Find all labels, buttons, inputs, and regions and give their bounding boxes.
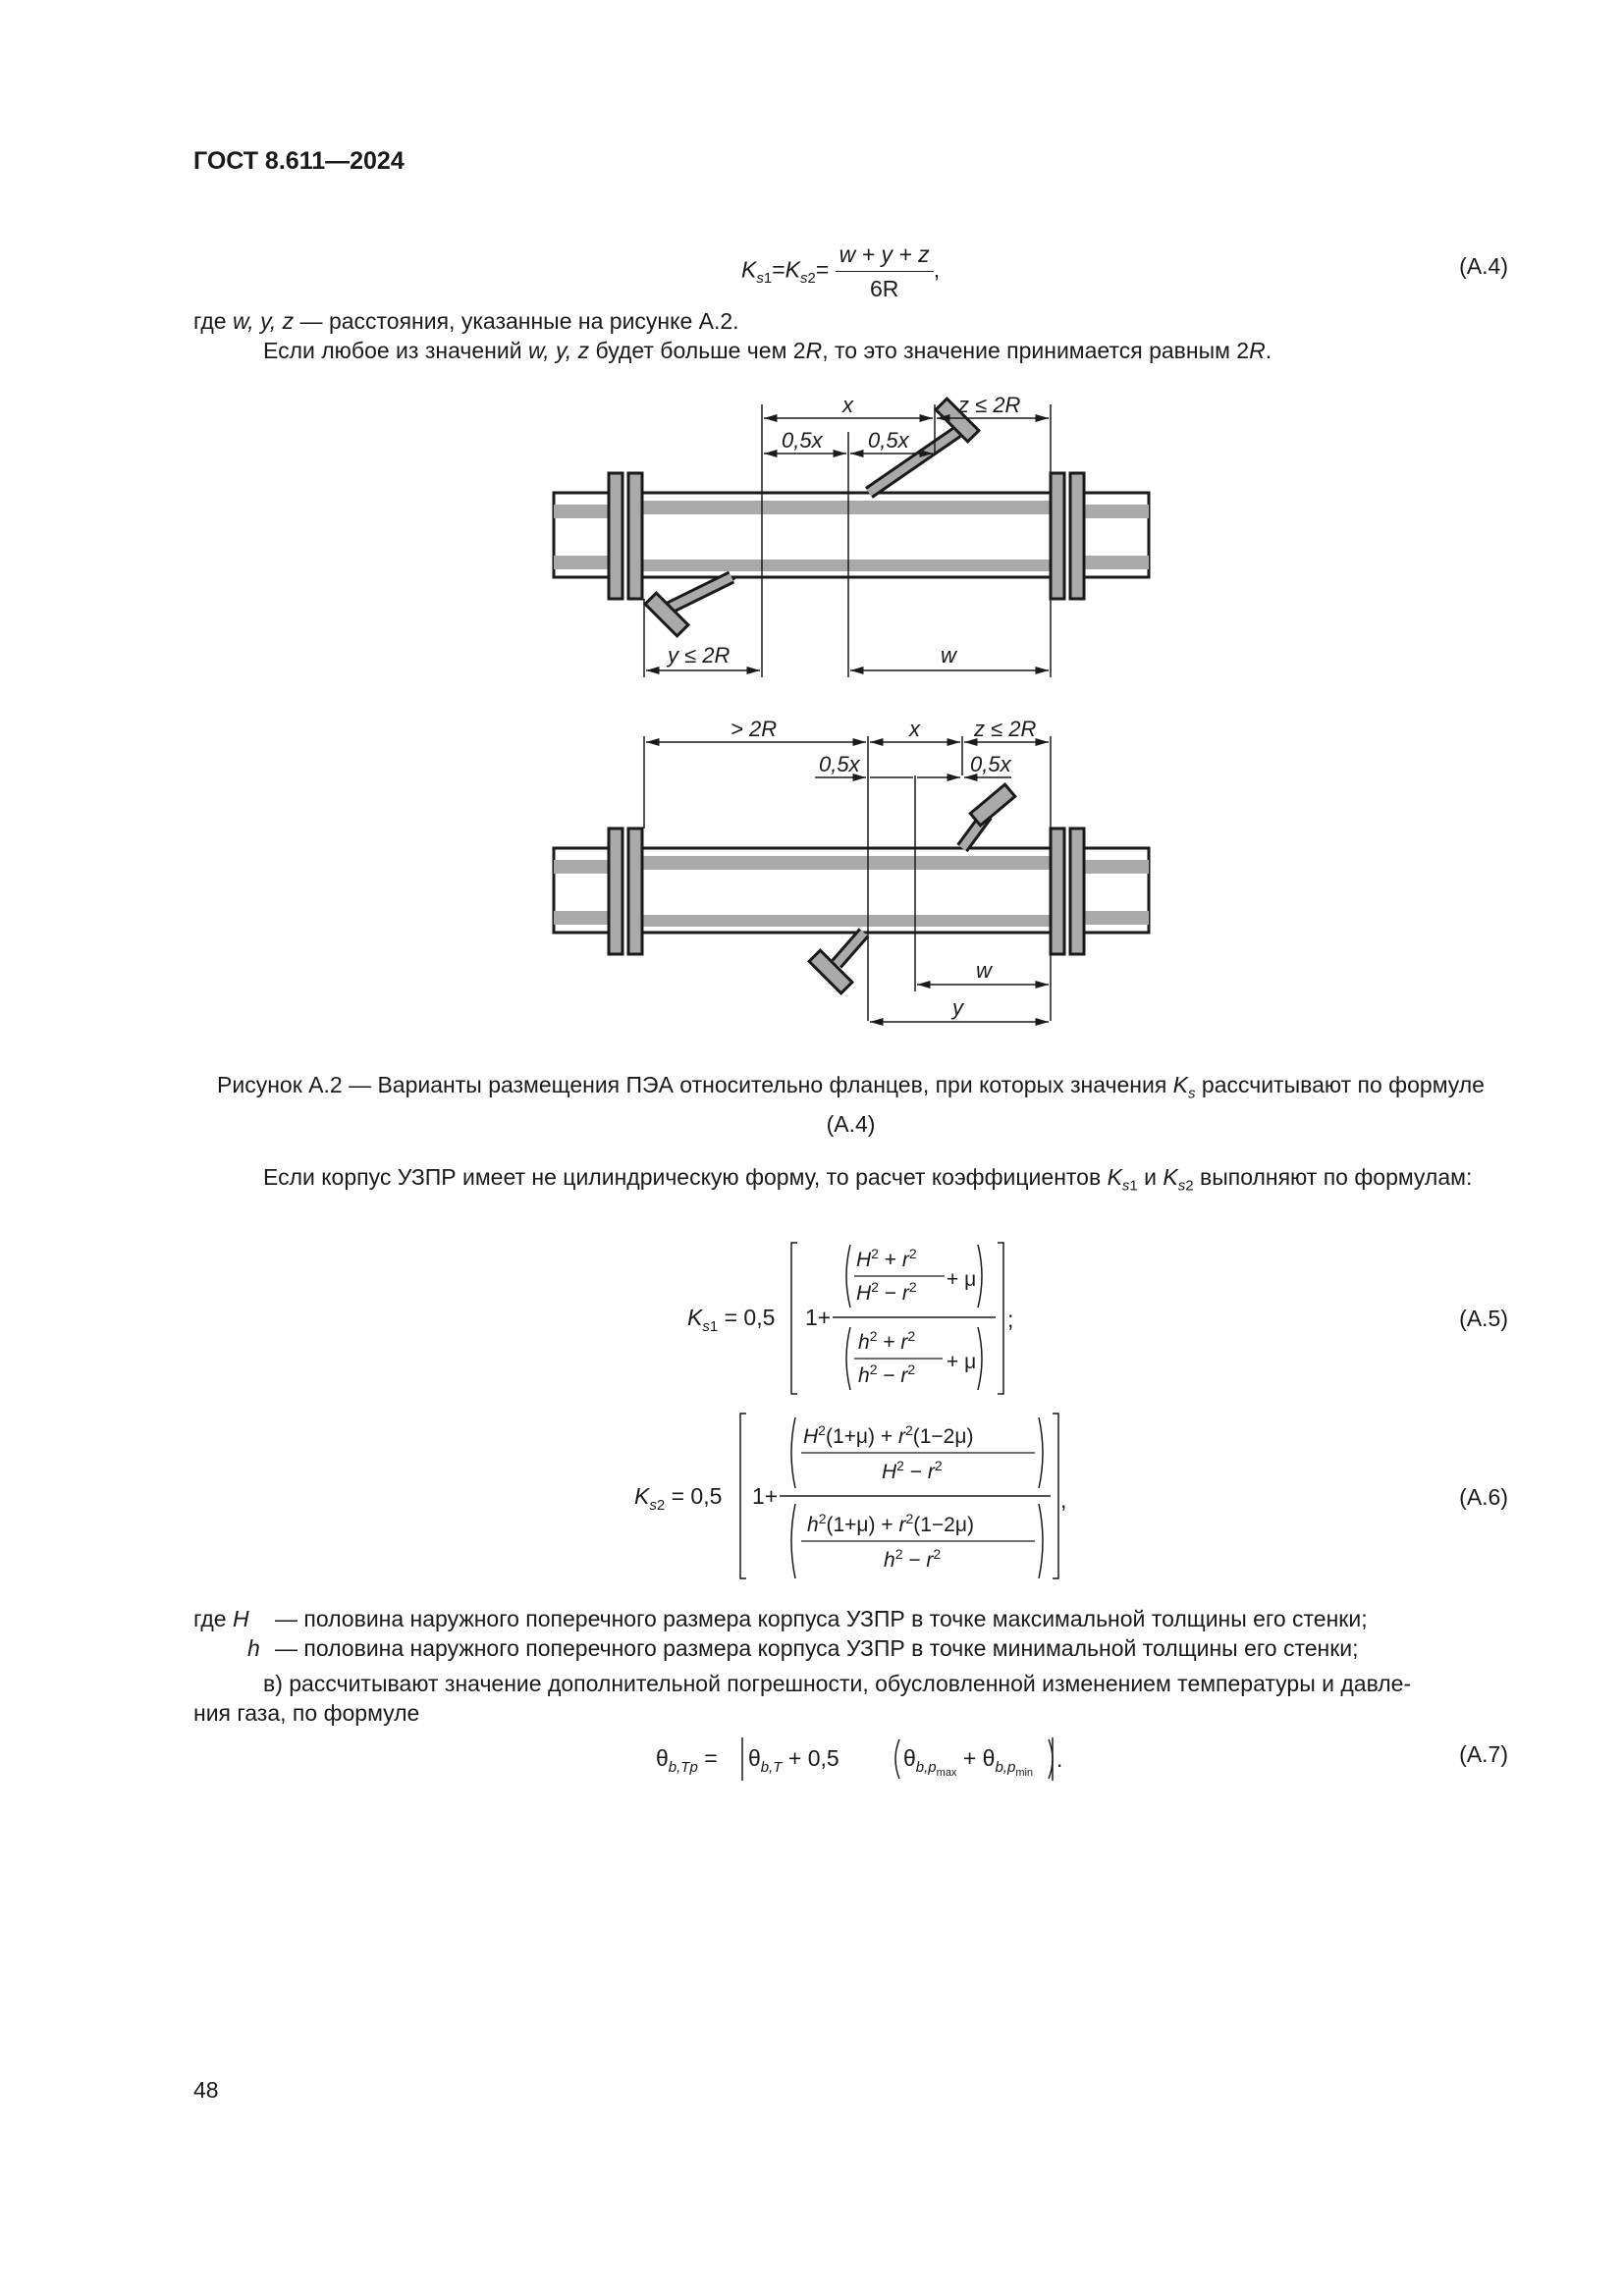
svg-text:H2 − r2: $H^2 - r^2$ bbox=[882, 1458, 943, 1483]
svg-text:H2 − r2: $H^2 - r^2$ bbox=[856, 1279, 917, 1305]
flange-right bbox=[1051, 473, 1084, 599]
definition-H-text: — половина наружного поперечного размера корпуса УЗПР в точке максимальной толщины его стенки; bbox=[275, 1606, 1368, 1631]
svg-text:Ks1 = 0,5: $K_s1 = 0,5$ bbox=[687, 1305, 776, 1335]
document-number: ГОСТ 8.611—2024 bbox=[193, 147, 405, 175]
equation-number-a6: (А.6) bbox=[1459, 1484, 1508, 1510]
equation-number-a7: (А.7) bbox=[1459, 1741, 1508, 1767]
svg-text:H2 + r2: $H^2 + r^2$ bbox=[856, 1246, 917, 1271]
svg-text:θb,T + 0,5: $\theta_{b,T} + 0,5$ bbox=[748, 1745, 839, 1776]
svg-text:+ μ: + μ bbox=[947, 1351, 977, 1373]
flange-left bbox=[609, 473, 642, 599]
svg-text:.: . bbox=[1056, 1746, 1063, 1772]
label-half-1: 0,5x bbox=[819, 752, 860, 776]
figure-caption: Рисунок А.2 — Варианты размещения ПЭА относительно фланцев, при которых значения $K_s$ рассчитывают по формуле (А.4) bbox=[217, 1072, 1485, 1137]
label-gt: > 2R bbox=[731, 717, 778, 741]
label-x: x bbox=[909, 717, 920, 741]
equation-a7 bbox=[656, 1732, 1068, 1790]
where-clause-a4: где w, y, z — расстояния, указанные на рисунке А.2. bbox=[193, 308, 739, 334]
svg-text:h2 − r2: $h^2 - r^2$ bbox=[884, 1546, 942, 1572]
equation-number-a4: (А.4) bbox=[1459, 253, 1508, 279]
svg-text:;: ; bbox=[1007, 1307, 1014, 1332]
paragraph-limit-rule: Если любое из значений w, y, z будет больше чем 2R, то это значение принимается равным 2R. bbox=[263, 338, 1272, 363]
definition-h: h bbox=[247, 1635, 260, 1661]
transducer-upper bbox=[962, 784, 1015, 848]
paragraph-non-cylindrical: Если корпус УЗПР имеет не цилиндрическую форму, то расчет коэффициентов $K_{s1}$ и $K_{s2}$ выполняют по формулам: bbox=[263, 1164, 1473, 1195]
equation-number-a5: (А.5) bbox=[1459, 1306, 1508, 1331]
definition-h-text: — половина наружного поперечного размера корпуса УЗПР в точке минимальной толщины его стенки; bbox=[275, 1635, 1359, 1661]
transducer-lower bbox=[645, 577, 736, 636]
equation-a5 bbox=[687, 1235, 1021, 1402]
label-w: w bbox=[941, 643, 956, 667]
svg-text:θb,Tp =: $\theta_{b,Tp}$ = bbox=[656, 1745, 718, 1776]
label-y: y ≤ 2R bbox=[668, 643, 731, 667]
paragraph-v-line2: ния газа, по формуле bbox=[193, 1700, 420, 1726]
label-half-1: 0,5x bbox=[782, 428, 823, 453]
label-z: z ≤ 2R bbox=[974, 717, 1037, 741]
label-y: y bbox=[952, 995, 963, 1020]
paragraph-v-line1: в) рассчитывают значение дополнительной погрешности, обусловленной изменением температуры и давле- bbox=[263, 1671, 1412, 1696]
label-w: w bbox=[976, 958, 992, 983]
svg-text:h2(1+μ) + r2(1−2μ): $h^2(1+\mu) + r^2(1-2\mu)$ bbox=[807, 1511, 974, 1536]
flange-left bbox=[609, 828, 642, 954]
figure-a2-variant-1 bbox=[530, 383, 1159, 697]
svg-text:H2(1+μ) + r2(1−2μ): $H^2(1+\mu) + r^2(1-2\mu)$ bbox=[803, 1422, 974, 1448]
label-half-2: 0,5x bbox=[970, 752, 1011, 776]
equation-a6 bbox=[634, 1410, 1076, 1586]
svg-text:+ μ: + μ bbox=[947, 1268, 977, 1291]
definition-H: где H bbox=[193, 1606, 249, 1631]
transducer-lower bbox=[809, 933, 864, 993]
svg-text:h2 + r2: $h^2 + r^2$ bbox=[858, 1328, 916, 1354]
label-x: x bbox=[842, 393, 853, 417]
figure-a2-variant-2 bbox=[530, 707, 1159, 1041]
svg-text:,: , bbox=[1060, 1487, 1067, 1513]
label-half-2: 0,5x bbox=[868, 428, 909, 453]
equation-a4: $K_{s1}=K_{s2}=$ $\frac{w + y + z}{6R}$ , bbox=[741, 241, 941, 301]
svg-text:h2 − r2: $h^2 - r^2$ bbox=[858, 1362, 916, 1387]
svg-text:θb,pmax + θb,pmin: $\theta_{b,p}\max + \theta_{b,p}\min$ bbox=[903, 1745, 1034, 1779]
flange-right bbox=[1051, 828, 1084, 954]
label-z: z ≤ 2R bbox=[958, 393, 1021, 417]
svg-text:Ks2 = 0,5: $K_s2 = 0,5$ bbox=[634, 1483, 723, 1514]
svg-text:1+: 1+ bbox=[805, 1305, 832, 1330]
page-number: 48 bbox=[193, 2077, 219, 2103]
svg-text:1+: 1+ bbox=[752, 1483, 779, 1509]
